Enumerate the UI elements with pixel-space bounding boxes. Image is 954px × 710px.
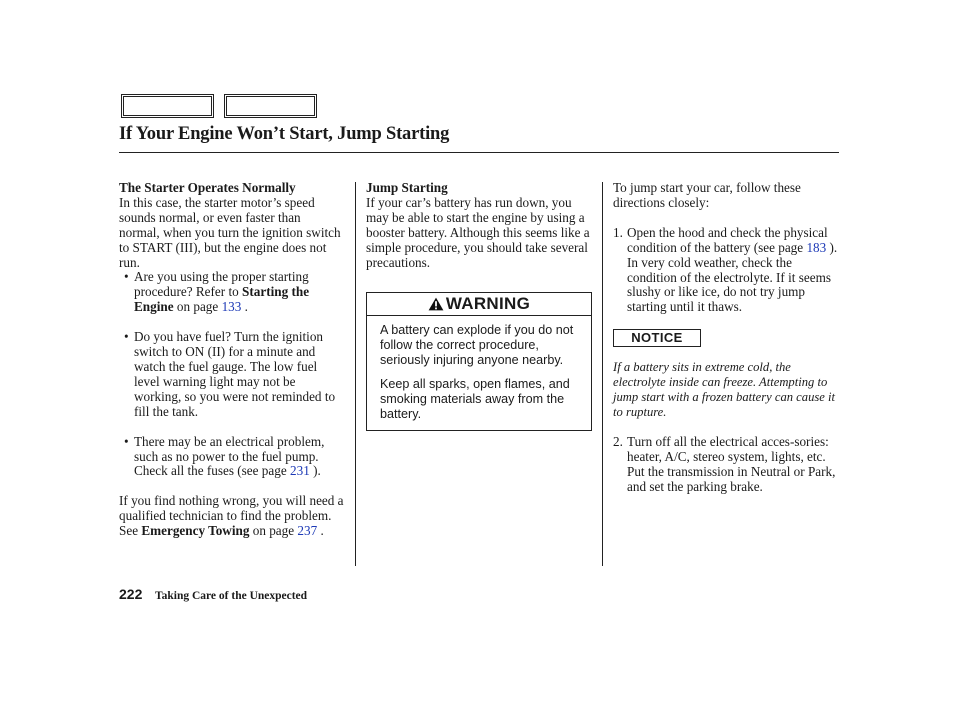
list-item bbox=[119, 330, 344, 419]
closing-text-mid: on page bbox=[249, 523, 298, 539]
xref-starting-engine: Starting the Engine bbox=[134, 284, 310, 315]
warning-text-2: Keep all sparks, open flames, and smoking materials away from the battery. bbox=[380, 377, 570, 422]
xref-emergency-towing: Emergency Towing bbox=[141, 523, 250, 539]
bullet-text: Do you have fuel? Turn the ignition switch to ON (II) for a minute and watch the fuel gauge. The low fuel level warning light may not be working, so you were not reminded to fill the tank. bbox=[134, 329, 336, 419]
jump-intro-text: If your car’s battery has run down, you may be able to start the engine by using a booster battery. Although this seems like a simple procedure, you should take several precautions. bbox=[366, 194, 590, 270]
column-divider bbox=[355, 182, 356, 566]
step-text: Open the hood and check the physical condition of the battery (see page bbox=[627, 224, 828, 255]
step-text-end: ). In very cold weather, check the condition of the electrolyte. If it seems slushy or like ice, do not try jump starting until it thaws. bbox=[627, 239, 838, 315]
nav-button-1[interactable] bbox=[121, 94, 214, 118]
nav-button-2[interactable] bbox=[224, 94, 317, 118]
warning-body bbox=[367, 316, 591, 430]
list-item bbox=[119, 270, 344, 315]
section-heading-starter: The Starter Operates Normally bbox=[119, 180, 296, 195]
column-starter-operates-normally bbox=[119, 181, 344, 539]
list-item bbox=[613, 435, 841, 495]
bullet-text-mid: on page bbox=[173, 299, 222, 315]
bullet-text: There may be an electrical problem, such as no power to the fuel pump. Check all the fuses (see page bbox=[134, 433, 325, 479]
list-item bbox=[613, 226, 841, 315]
procedure-steps bbox=[613, 226, 841, 315]
procedure-steps bbox=[613, 435, 841, 495]
notice-text: If a battery sits in extreme cold, the electrolyte inside can freeze. Attempting to jump start with a frozen battery can cause it to rupture. bbox=[613, 360, 836, 420]
step-text: Turn off all the electrical acces-sories: heater, A/C, stereo system, lights, etc. bbox=[627, 434, 829, 465]
title-divider bbox=[119, 152, 839, 153]
warning-header bbox=[367, 293, 591, 316]
column-jump-procedure bbox=[613, 181, 841, 495]
notice-label: NOTICE bbox=[613, 329, 701, 347]
section-name: Taking Care of the Unexpected bbox=[155, 590, 308, 602]
list-item bbox=[119, 435, 344, 480]
column-divider bbox=[602, 182, 603, 566]
warning-text-1: A battery can explode if you do not follow the correct procedure, seriously injuring anyone nearby. bbox=[380, 323, 574, 368]
starter-intro-text: In this case, the starter motor’s speed sounds normal, or even faster than normal, when you turn the ignition switch to START (III), but the engine does not run. bbox=[119, 194, 341, 270]
closing-text-end: . bbox=[317, 523, 324, 539]
page-title: If Your Engine Won’t Start, Jump Starting bbox=[119, 124, 450, 144]
warning-label: WARNING bbox=[445, 294, 531, 314]
bullet-text-end: . bbox=[241, 299, 248, 315]
page-link-183[interactable]: 183 bbox=[806, 239, 827, 255]
page-link-133[interactable]: 133 bbox=[221, 299, 242, 315]
closing-paragraph bbox=[119, 494, 344, 539]
page-link-237[interactable]: 237 bbox=[297, 523, 318, 539]
step-number: 2. bbox=[613, 434, 623, 450]
page-number: 222 bbox=[119, 586, 143, 602]
warning-box bbox=[366, 292, 592, 431]
section-heading-jump-starting: Jump Starting bbox=[366, 180, 448, 195]
step-text-2: Put the transmission in Neutral or Park, and set the parking brake. bbox=[627, 464, 836, 494]
step-number: 1. bbox=[613, 224, 623, 240]
bullet-text: Are you using the proper starting procedure? Refer to bbox=[134, 269, 309, 300]
bullet-text-end: ). bbox=[309, 463, 321, 479]
checklist bbox=[119, 270, 344, 479]
column-jump-starting bbox=[366, 181, 594, 431]
page-link-231[interactable]: 231 bbox=[290, 463, 310, 479]
closing-text: If you find nothing wrong, you will need a qualified technician to find the problem. See bbox=[119, 493, 344, 539]
warning-triangle-icon bbox=[428, 295, 444, 317]
procedure-intro: To jump start your car, follow these directions closely: bbox=[613, 180, 801, 210]
